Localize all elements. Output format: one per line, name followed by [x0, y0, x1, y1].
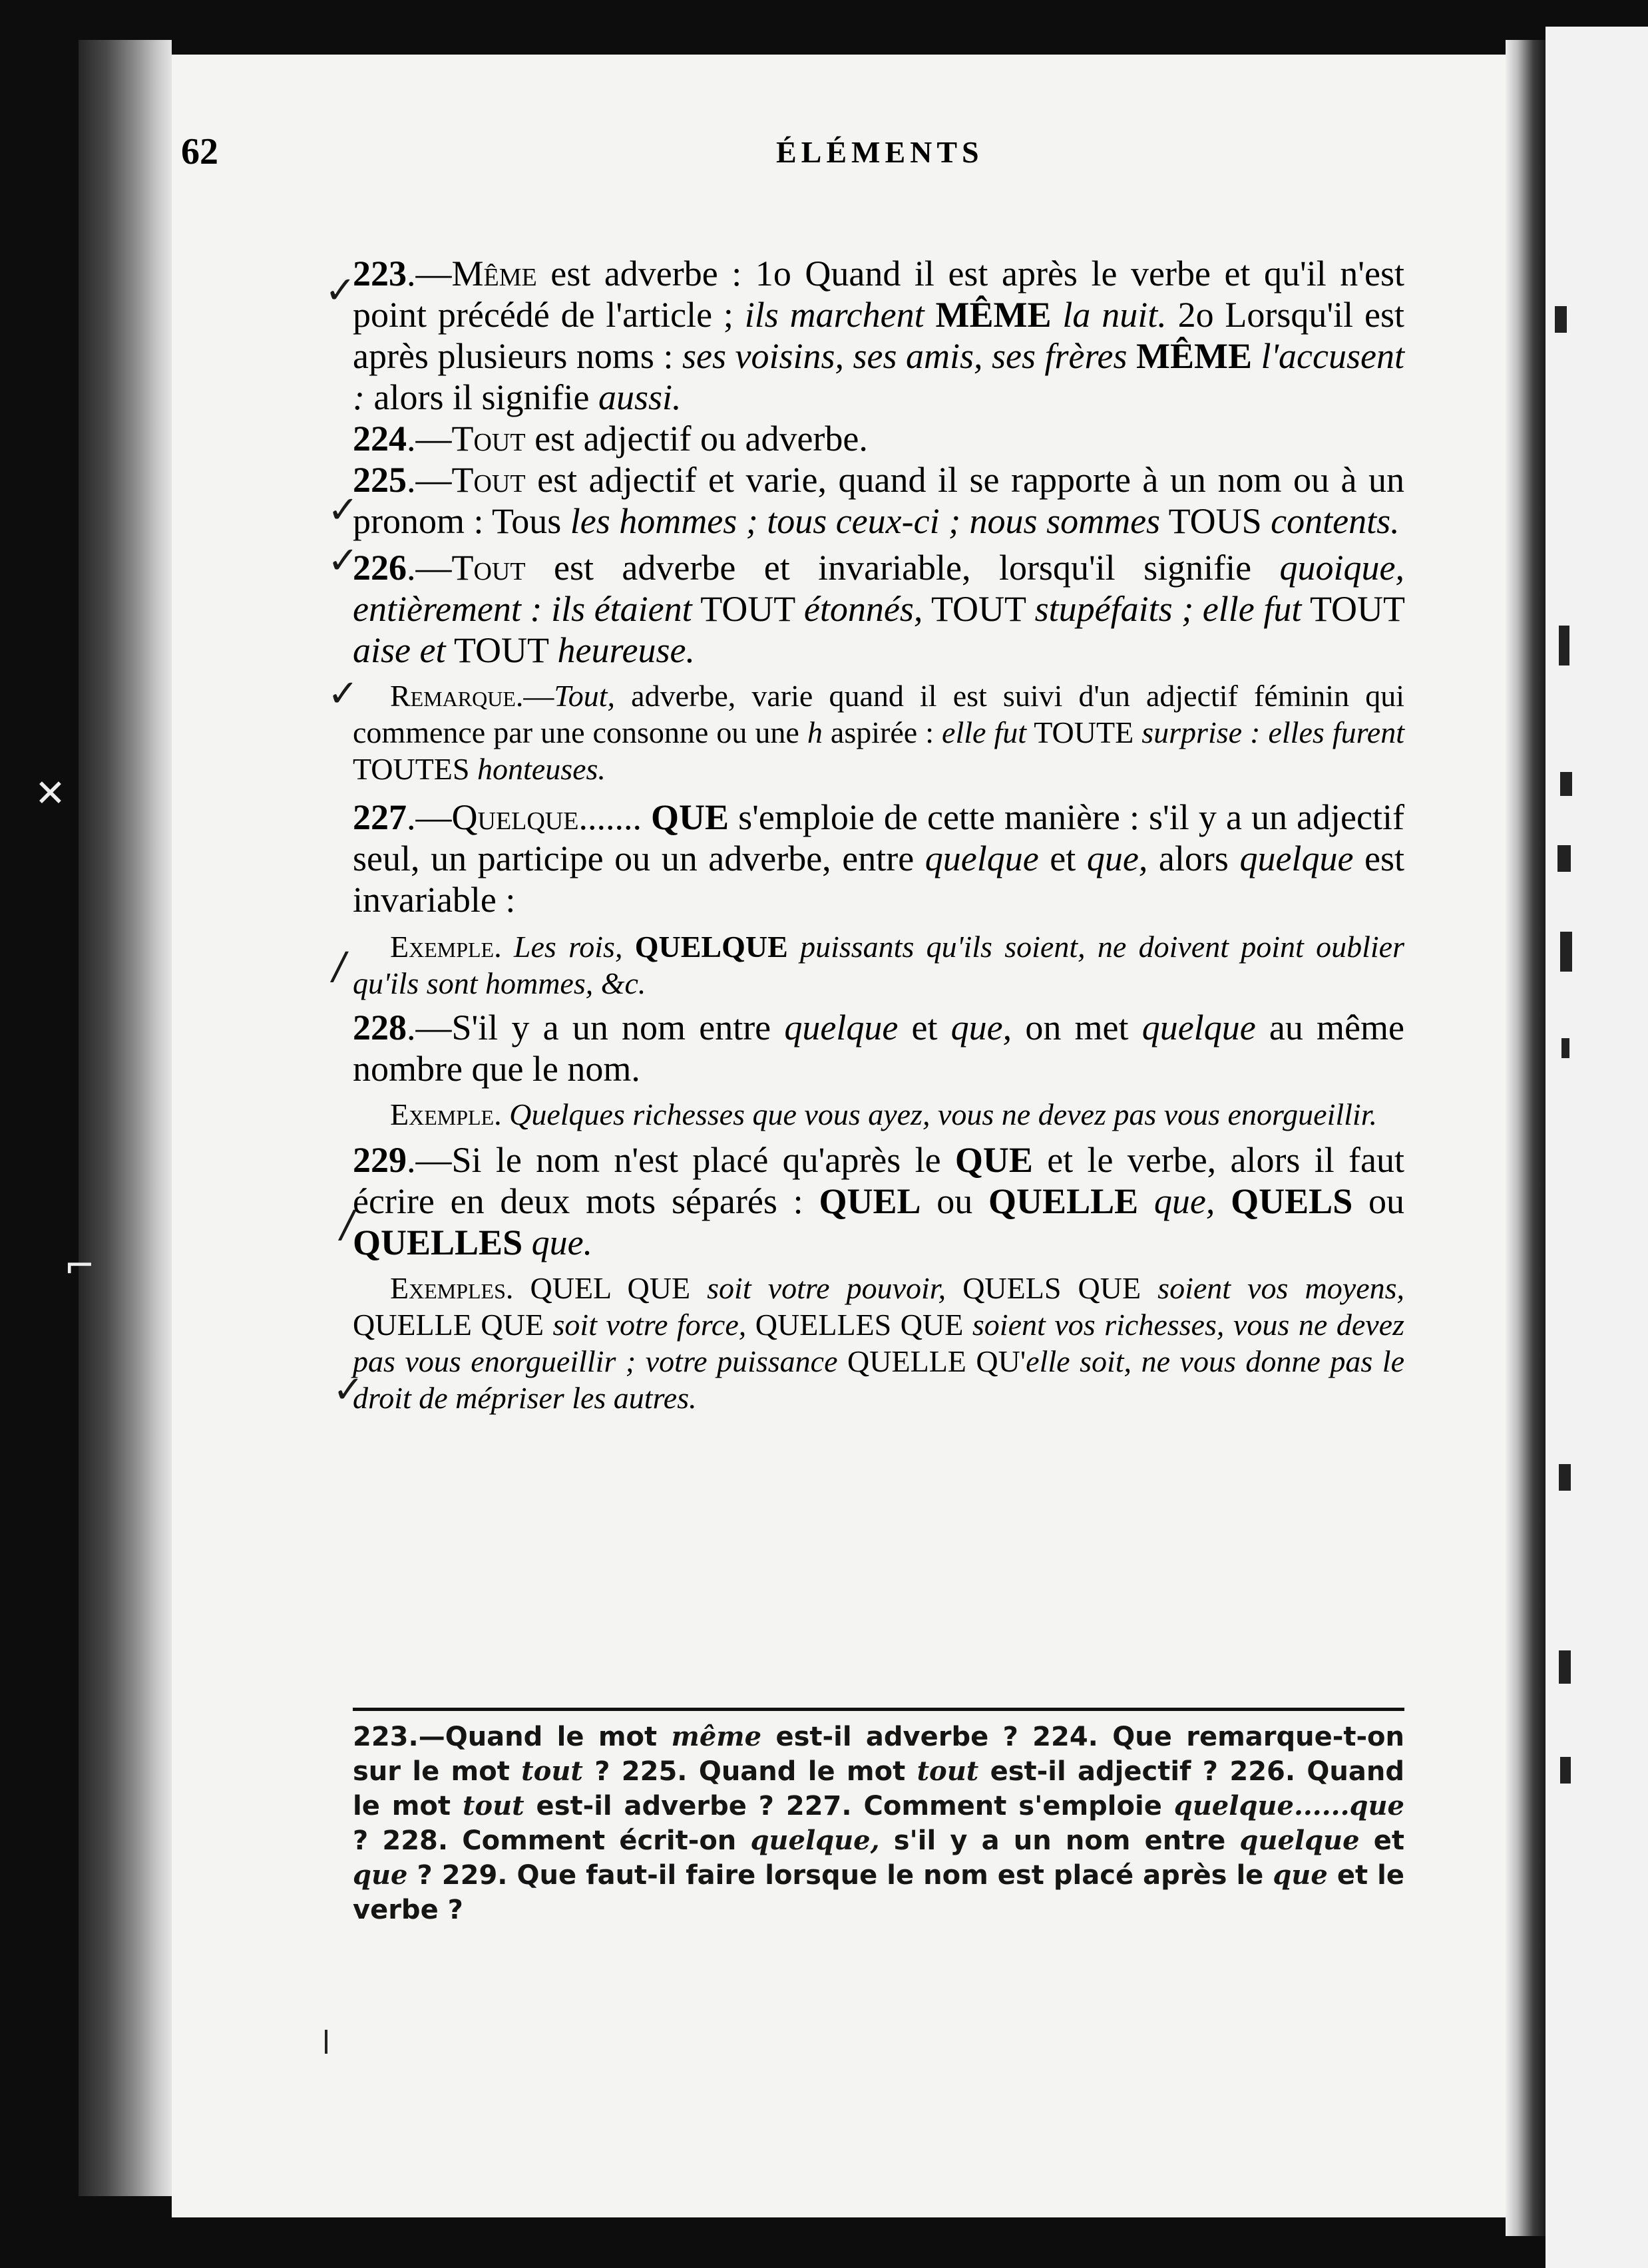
pencil-check-mark-icon: ✓ [327, 488, 359, 532]
book-gutter-right [1506, 40, 1545, 2236]
paragraph-225: 225.—Tout est adjectif et varie, quand il se rapporte à un nom ou à un pronom : Tous les hommes ; tous ceux-ci ; nous sommes TOUS contents. [353, 460, 1404, 541]
paragraph-227: 227.—Quelque....... QUE s'emploie de cette manière : s'il y a un adjectif seul, un participe ou un adverbe, entre quelque et que, alors quelque est invariable : [353, 797, 1404, 920]
stray-ink-mark [325, 2030, 327, 2054]
page-stack-edge-left [79, 40, 172, 2196]
paragraph-223: 223.—Même est adverbe : 1o Quand il est après le verbe et qu'il n'est point précédé de l'article ; ils marchent MÊME la nuit. 2o Lorsqu'il est après plusieurs noms : ses voisins, ses amis, ses frères MÊME l'accusent : alors il signifie aussi. [353, 254, 1404, 417]
pencil-margin-mark-icon: ✕ [35, 772, 66, 815]
example-227: Exemple. Les rois, QUELQUE puissants qu'ils soient, ne doivent point oublier qu'ils sont hommes, &c. [353, 930, 1405, 1000]
pencil-check-mark-icon: ✓ [327, 539, 359, 582]
paragraph-224: 224.—Tout est adjectif ou adverbe. [353, 419, 868, 459]
paragraph-229: 229.—Si le nom n'est placé qu'après le QUE et le verbe, alors il faut écrire en deux mots séparés : QUEL ou QUELLE que, QUELS ou QUELLES que. [353, 1140, 1405, 1262]
example-229: Exemples. QUEL QUE soit votre pouvoir, QUELS QUE soient vos moyens, QUELLE QUE soit votre force, QUELLES QUE soient vos richesses, vous ne devez pas vous enorgueillir ; votre puissance QUELLE QU'elle soit, ne vous donne pas le droit de mépriser les autres. [353, 1271, 1405, 1415]
pencil-check-mark-icon: / [341, 1203, 353, 1246]
pencil-check-mark-icon: ✓ [333, 1368, 364, 1412]
paragraph-226: 226.—Tout est adverbe et invariable, lorsqu'il signifie quoique, entièrement : ils étaient TOUT étonnés, TOUT stupéfaits ; elle fut TOUT aise et TOUT heureuse. [353, 548, 1404, 670]
pencil-margin-mark-icon: ⌐ [64, 1244, 95, 1288]
page-body [353, 253, 1404, 1416]
page-number: 62 [181, 131, 218, 172]
pencil-check-mark-icon: ✓ [327, 672, 359, 715]
example-228: Exemple. Quelques richesses que vous ayez, vous ne devez pas vous enorgueillir. [390, 1097, 1378, 1131]
remarque-note: Remarque.—Tout, adverbe, varie quand il est suivi d'un adjectif féminin qui commence par une consonne ou une h aspirée : elle fut TOUTE surprise : elles furent TOUTES honteuses. [353, 679, 1404, 786]
footnote-divider [353, 1708, 1404, 1711]
running-title: ÉLÉMENTS [776, 135, 984, 169]
pencil-check-mark-icon: ✓ [325, 269, 356, 312]
review-questions: 223.—Quand le mot même est-il adverbe ? 224. Que remarque-t-on sur le mot tout ? 225. Quand le mot tout est-il adjectif ? 226. Quand le mot tout est-il adverbe ? 227. Comment s'emploie quelque......que ? 228. Comment écrit-on quelque, s'il y a un nom entre quelque et que ? 229. Que faut-il faire lorsque le nom est placé après le que et le verbe ? [353, 1721, 1405, 1925]
pencil-check-mark-icon: / [333, 945, 345, 988]
facing-page-edge [1545, 27, 1648, 2268]
paragraph-228: 228.—S'il y a un nom entre quelque et que, on met quelque au même nombre que le nom. [353, 1008, 1404, 1089]
